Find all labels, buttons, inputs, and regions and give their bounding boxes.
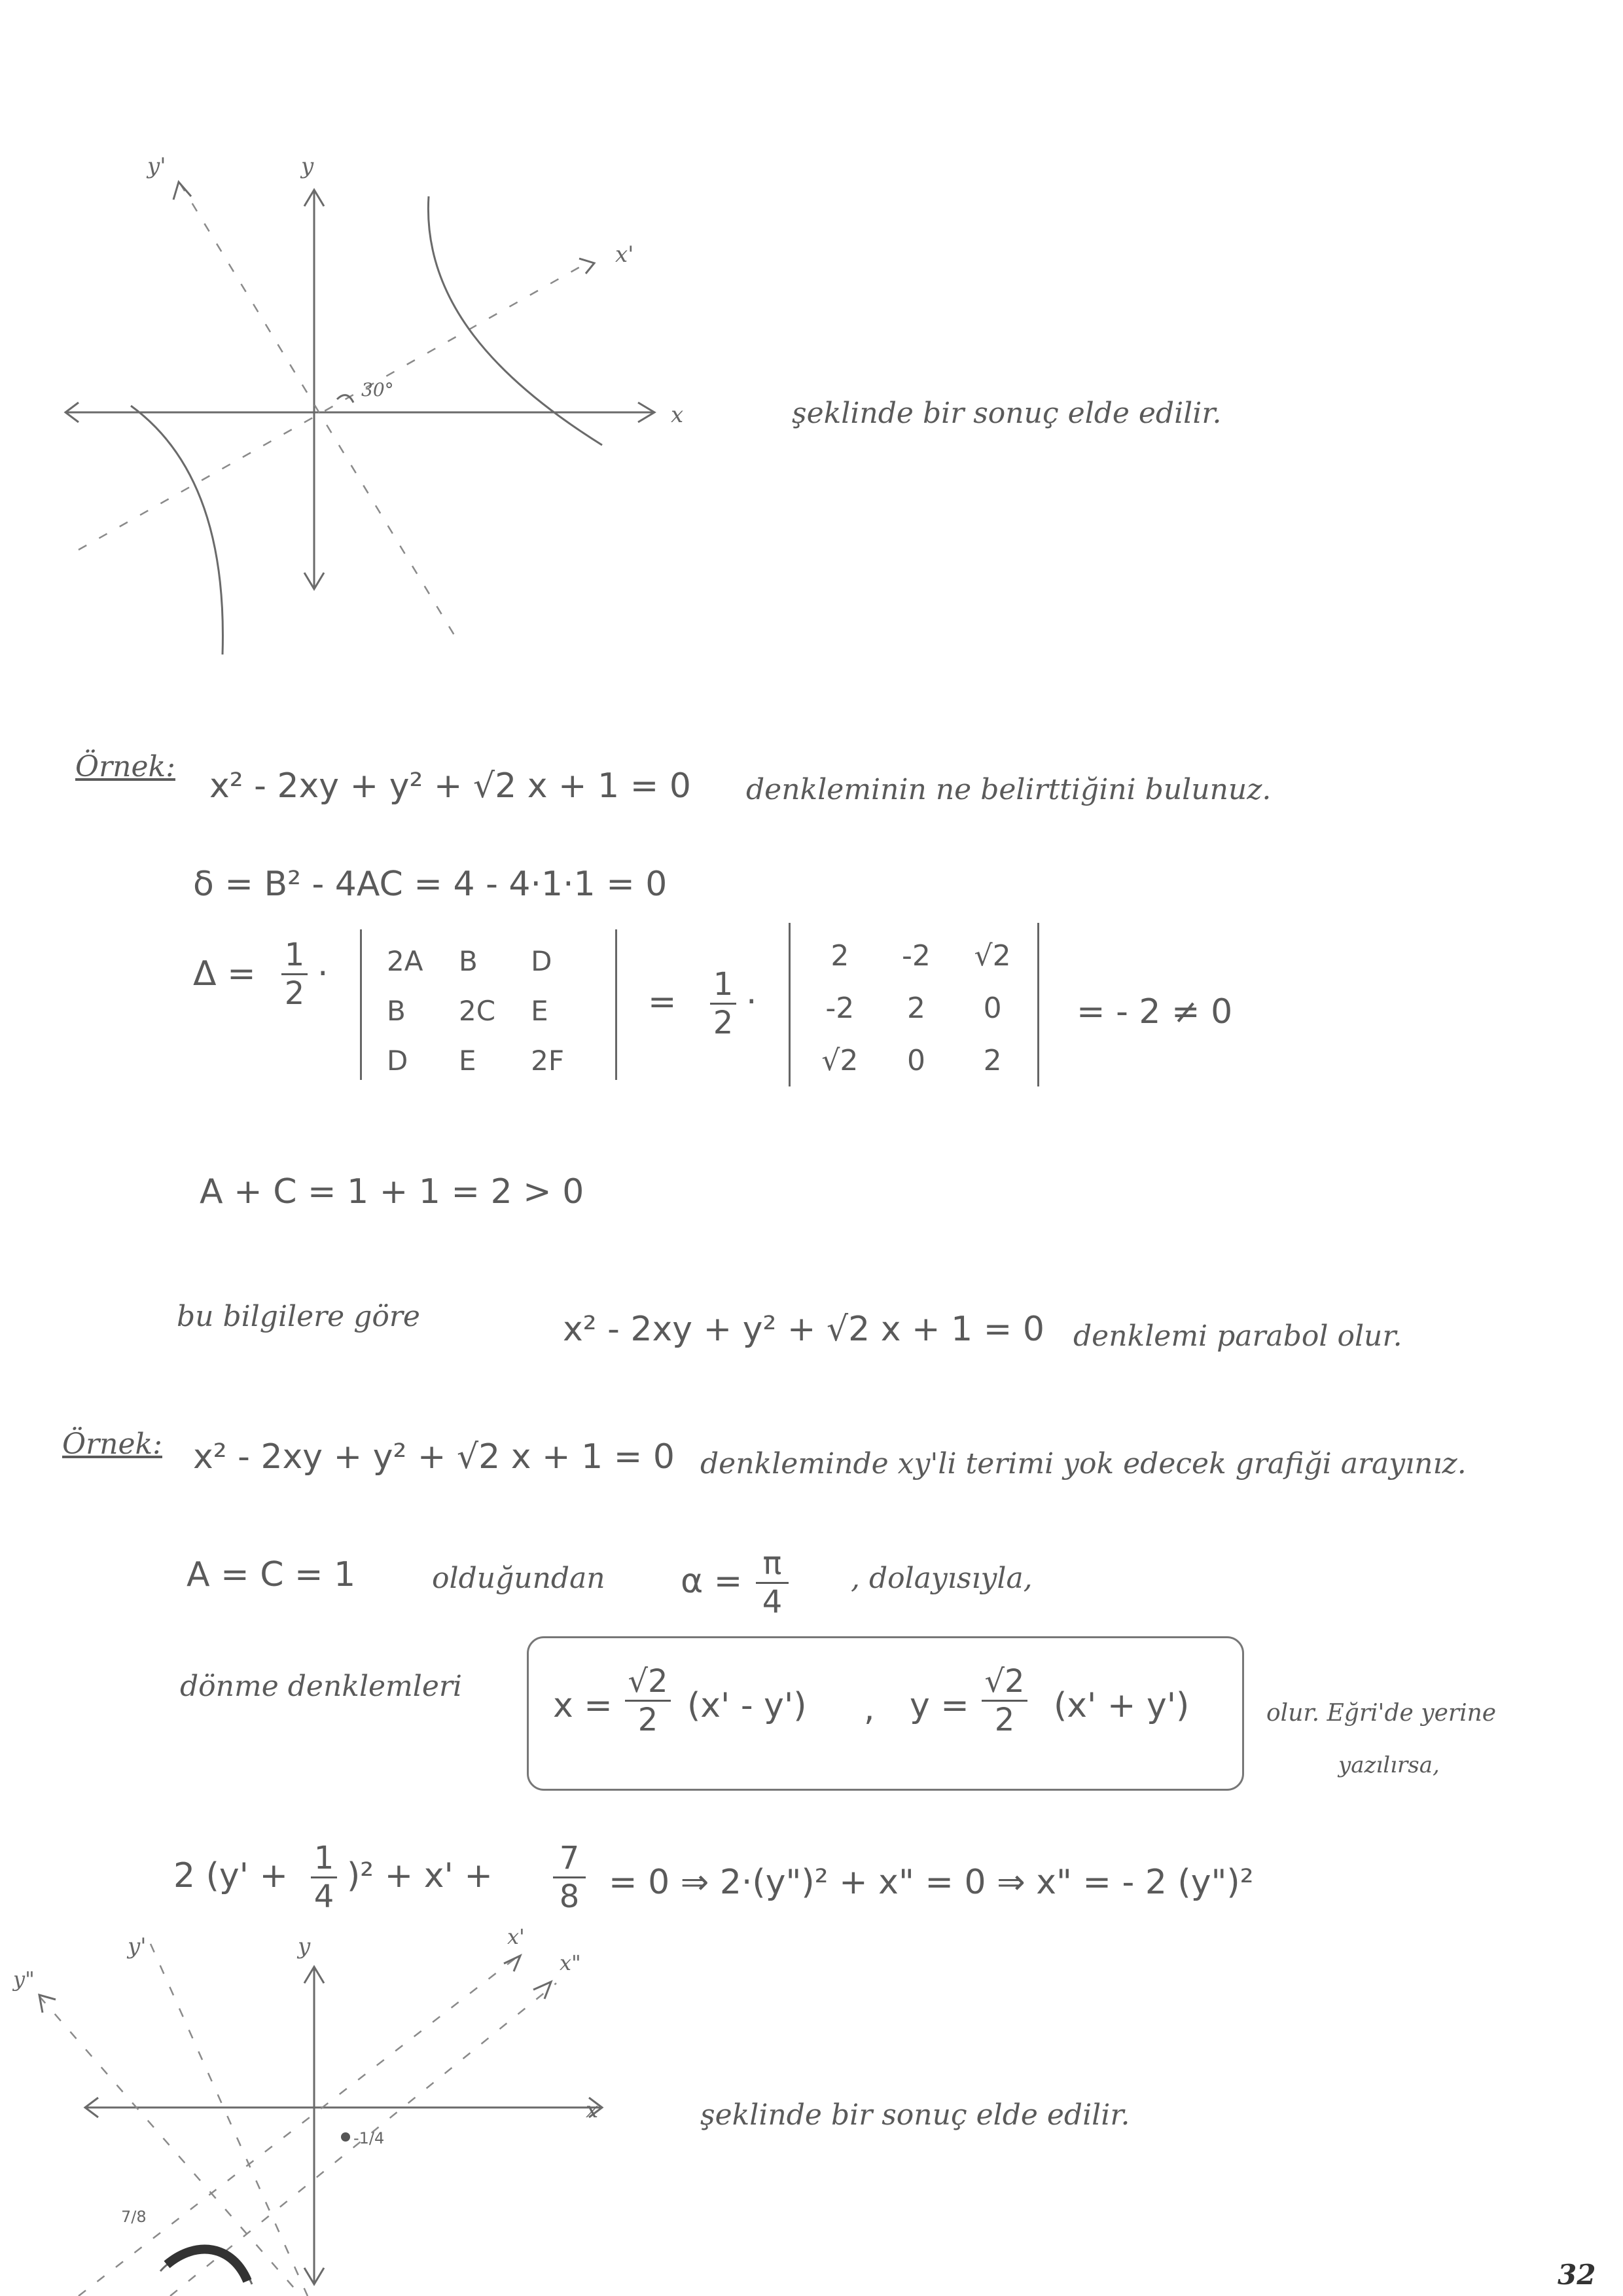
rotation-y-coef bbox=[982, 1663, 1027, 1738]
det-num-cell: 2 bbox=[983, 1043, 1002, 1077]
example1-equals: = bbox=[648, 982, 677, 1022]
figure2-axis-y1-label: y' bbox=[128, 1933, 147, 1960]
final-mid: )² + x' + bbox=[347, 1856, 493, 1895]
final-lhs: 2 (y' + bbox=[173, 1856, 289, 1895]
rotation-x-coef-num: √2 bbox=[628, 1663, 668, 1700]
det-num-cell: 0 bbox=[983, 991, 1002, 1025]
final-rhs: = 0 ⇒ 2·(y")² + x" = 0 ⇒ x" = - 2 (y")² bbox=[609, 1863, 1254, 1902]
det1-left-bar bbox=[360, 929, 362, 1080]
figure2-axis-x2-label: x" bbox=[560, 1950, 581, 1975]
figure2-point-label: -1/4 bbox=[353, 2129, 385, 2147]
rotation-y-coef-num: √2 bbox=[984, 1663, 1025, 1700]
det-sym-cell: 2C bbox=[459, 994, 496, 1027]
figure2-axis-x-label: x bbox=[586, 2097, 599, 2123]
example1-half-den: 2 bbox=[284, 975, 305, 1012]
example1-conclusion-eq: x² - 2xy + y² + √2 x + 1 = 0 bbox=[563, 1310, 1044, 1349]
example2-therefore: , dolayısıyla, bbox=[851, 1562, 1033, 1595]
example1-dot-2: · bbox=[746, 982, 757, 1022]
example2-equation: x² - 2xy + y² + √2 x + 1 = 0 bbox=[193, 1437, 675, 1477]
det-sym-cell: E bbox=[531, 994, 548, 1027]
example1-delta-lhs: Δ = bbox=[193, 954, 256, 994]
figure1-axis-y1-label: y' bbox=[147, 153, 166, 179]
example1-discriminant: δ = B² - 4AC = 4 - 4·1·1 = 0 bbox=[193, 865, 668, 904]
figure1-axis-y-label: y bbox=[301, 153, 314, 179]
det-num-cell: 0 bbox=[906, 1043, 925, 1077]
example2-rotation-label: dönme denklemleri bbox=[180, 1670, 462, 1703]
final-quarter-num: 1 bbox=[313, 1840, 334, 1876]
det-num-cell: -2 bbox=[825, 991, 855, 1025]
example2-label: Örnek: bbox=[62, 1427, 162, 1461]
example1-half-num-2: 1 bbox=[713, 966, 734, 1003]
det-sym-cell: E bbox=[459, 1044, 476, 1077]
rotation-after-2: yazılırsa, bbox=[1338, 1752, 1440, 1778]
figure2-offset-label: 7/8 bbox=[121, 2208, 147, 2226]
example1-half-fraction-2 bbox=[710, 966, 736, 1041]
det1-right-bar bbox=[615, 929, 617, 1080]
example2-alpha-den: 4 bbox=[762, 1584, 783, 1621]
final-seven-den: 8 bbox=[559, 1878, 580, 1915]
example1-half-num: 1 bbox=[284, 937, 305, 973]
rotation-x-rhs: (x' - y') bbox=[687, 1686, 807, 1725]
det2-right-bar bbox=[1037, 923, 1039, 1086]
figure2-axis-y-label: y bbox=[298, 1933, 311, 1960]
rotation-x-coef bbox=[625, 1663, 671, 1738]
det-num-cell: √2 bbox=[974, 939, 1011, 973]
det-sym-cell: 2A bbox=[387, 944, 423, 977]
final-quarter-fraction bbox=[311, 1840, 337, 1915]
figure1-caption: şeklinde bir sonuç elde edilir. bbox=[792, 397, 1222, 430]
example2-alpha-lhs: α = bbox=[681, 1562, 743, 1601]
rotation-x-lhs: x = bbox=[553, 1686, 613, 1725]
det-sym-cell: D bbox=[387, 1044, 408, 1077]
det-num-cell: √2 bbox=[821, 1043, 859, 1077]
example1-conclusion-prefix: bu bilgilere göre bbox=[177, 1300, 420, 1333]
det-symbolic-matrix bbox=[386, 936, 602, 1085]
rotation-separator: , bbox=[864, 1689, 875, 1729]
figure2-axis-y2-label: y" bbox=[13, 1967, 35, 1992]
page-number: 32 bbox=[1558, 2259, 1596, 2291]
example1-label: Örnek: bbox=[75, 750, 175, 783]
final-quarter-den: 4 bbox=[313, 1878, 334, 1915]
figure1-angle-label: 30° bbox=[361, 379, 394, 401]
figure1-axis-x-label: x bbox=[671, 402, 684, 428]
example2-alpha-num: π bbox=[762, 1545, 782, 1582]
example1-half-den-2: 2 bbox=[713, 1005, 734, 1041]
example2-since: olduğundan bbox=[432, 1562, 605, 1595]
example2-alpha-fraction bbox=[756, 1545, 789, 1621]
det-sym-cell: D bbox=[531, 944, 552, 977]
figure1-hyperbola-plot bbox=[39, 144, 694, 668]
example2-a-eq-c: A = C = 1 bbox=[187, 1555, 356, 1594]
figure2-caption: şeklinde bir sonuç elde edilir. bbox=[700, 2098, 1130, 2132]
final-seven-num: 7 bbox=[559, 1840, 580, 1876]
example1-equation: x² - 2xy + y² + √2 x + 1 = 0 bbox=[209, 766, 691, 806]
final-seven-fraction bbox=[553, 1840, 586, 1915]
rotation-y-rhs: (x' + y') bbox=[1054, 1686, 1190, 1725]
example2-task: denkleminde xy'li terimi yok edecek grafiği arayınız. bbox=[700, 1447, 1467, 1480]
example1-conclusion-suffix: denklemi parabol olur. bbox=[1073, 1319, 1402, 1353]
det-num-cell: -2 bbox=[902, 939, 931, 973]
figure1-axis-x1-label: x' bbox=[615, 242, 634, 268]
rotation-y-lhs: y = bbox=[910, 1686, 969, 1725]
det-num-cell: 2 bbox=[906, 991, 925, 1025]
rotation-x-coef-den: 2 bbox=[637, 1702, 658, 1738]
rotation-after: olur. Eğri'de yerine bbox=[1266, 1700, 1497, 1727]
rotation-y-coef-den: 2 bbox=[994, 1702, 1015, 1738]
det-num-cell: 2 bbox=[830, 939, 849, 973]
example1-half-fraction bbox=[281, 937, 308, 1012]
example1-task: denkleminin ne belirttiğini bulunuz. bbox=[746, 773, 1272, 806]
det2-left-bar bbox=[789, 923, 791, 1086]
figure2-axis-x1-label: x' bbox=[507, 1924, 525, 1949]
det-sym-cell: B bbox=[459, 944, 478, 977]
det-numeric-matrix bbox=[802, 929, 1031, 1086]
example1-det-result: = - 2 ≠ 0 bbox=[1077, 992, 1233, 1031]
example1-dot: · bbox=[317, 954, 329, 994]
det-sym-cell: B bbox=[387, 994, 406, 1027]
example1-a-plus-c: A + C = 1 + 1 = 2 > 0 bbox=[200, 1172, 584, 1211]
figure2-parabola-plot bbox=[0, 1918, 654, 2296]
det-sym-cell: 2F bbox=[531, 1044, 564, 1077]
